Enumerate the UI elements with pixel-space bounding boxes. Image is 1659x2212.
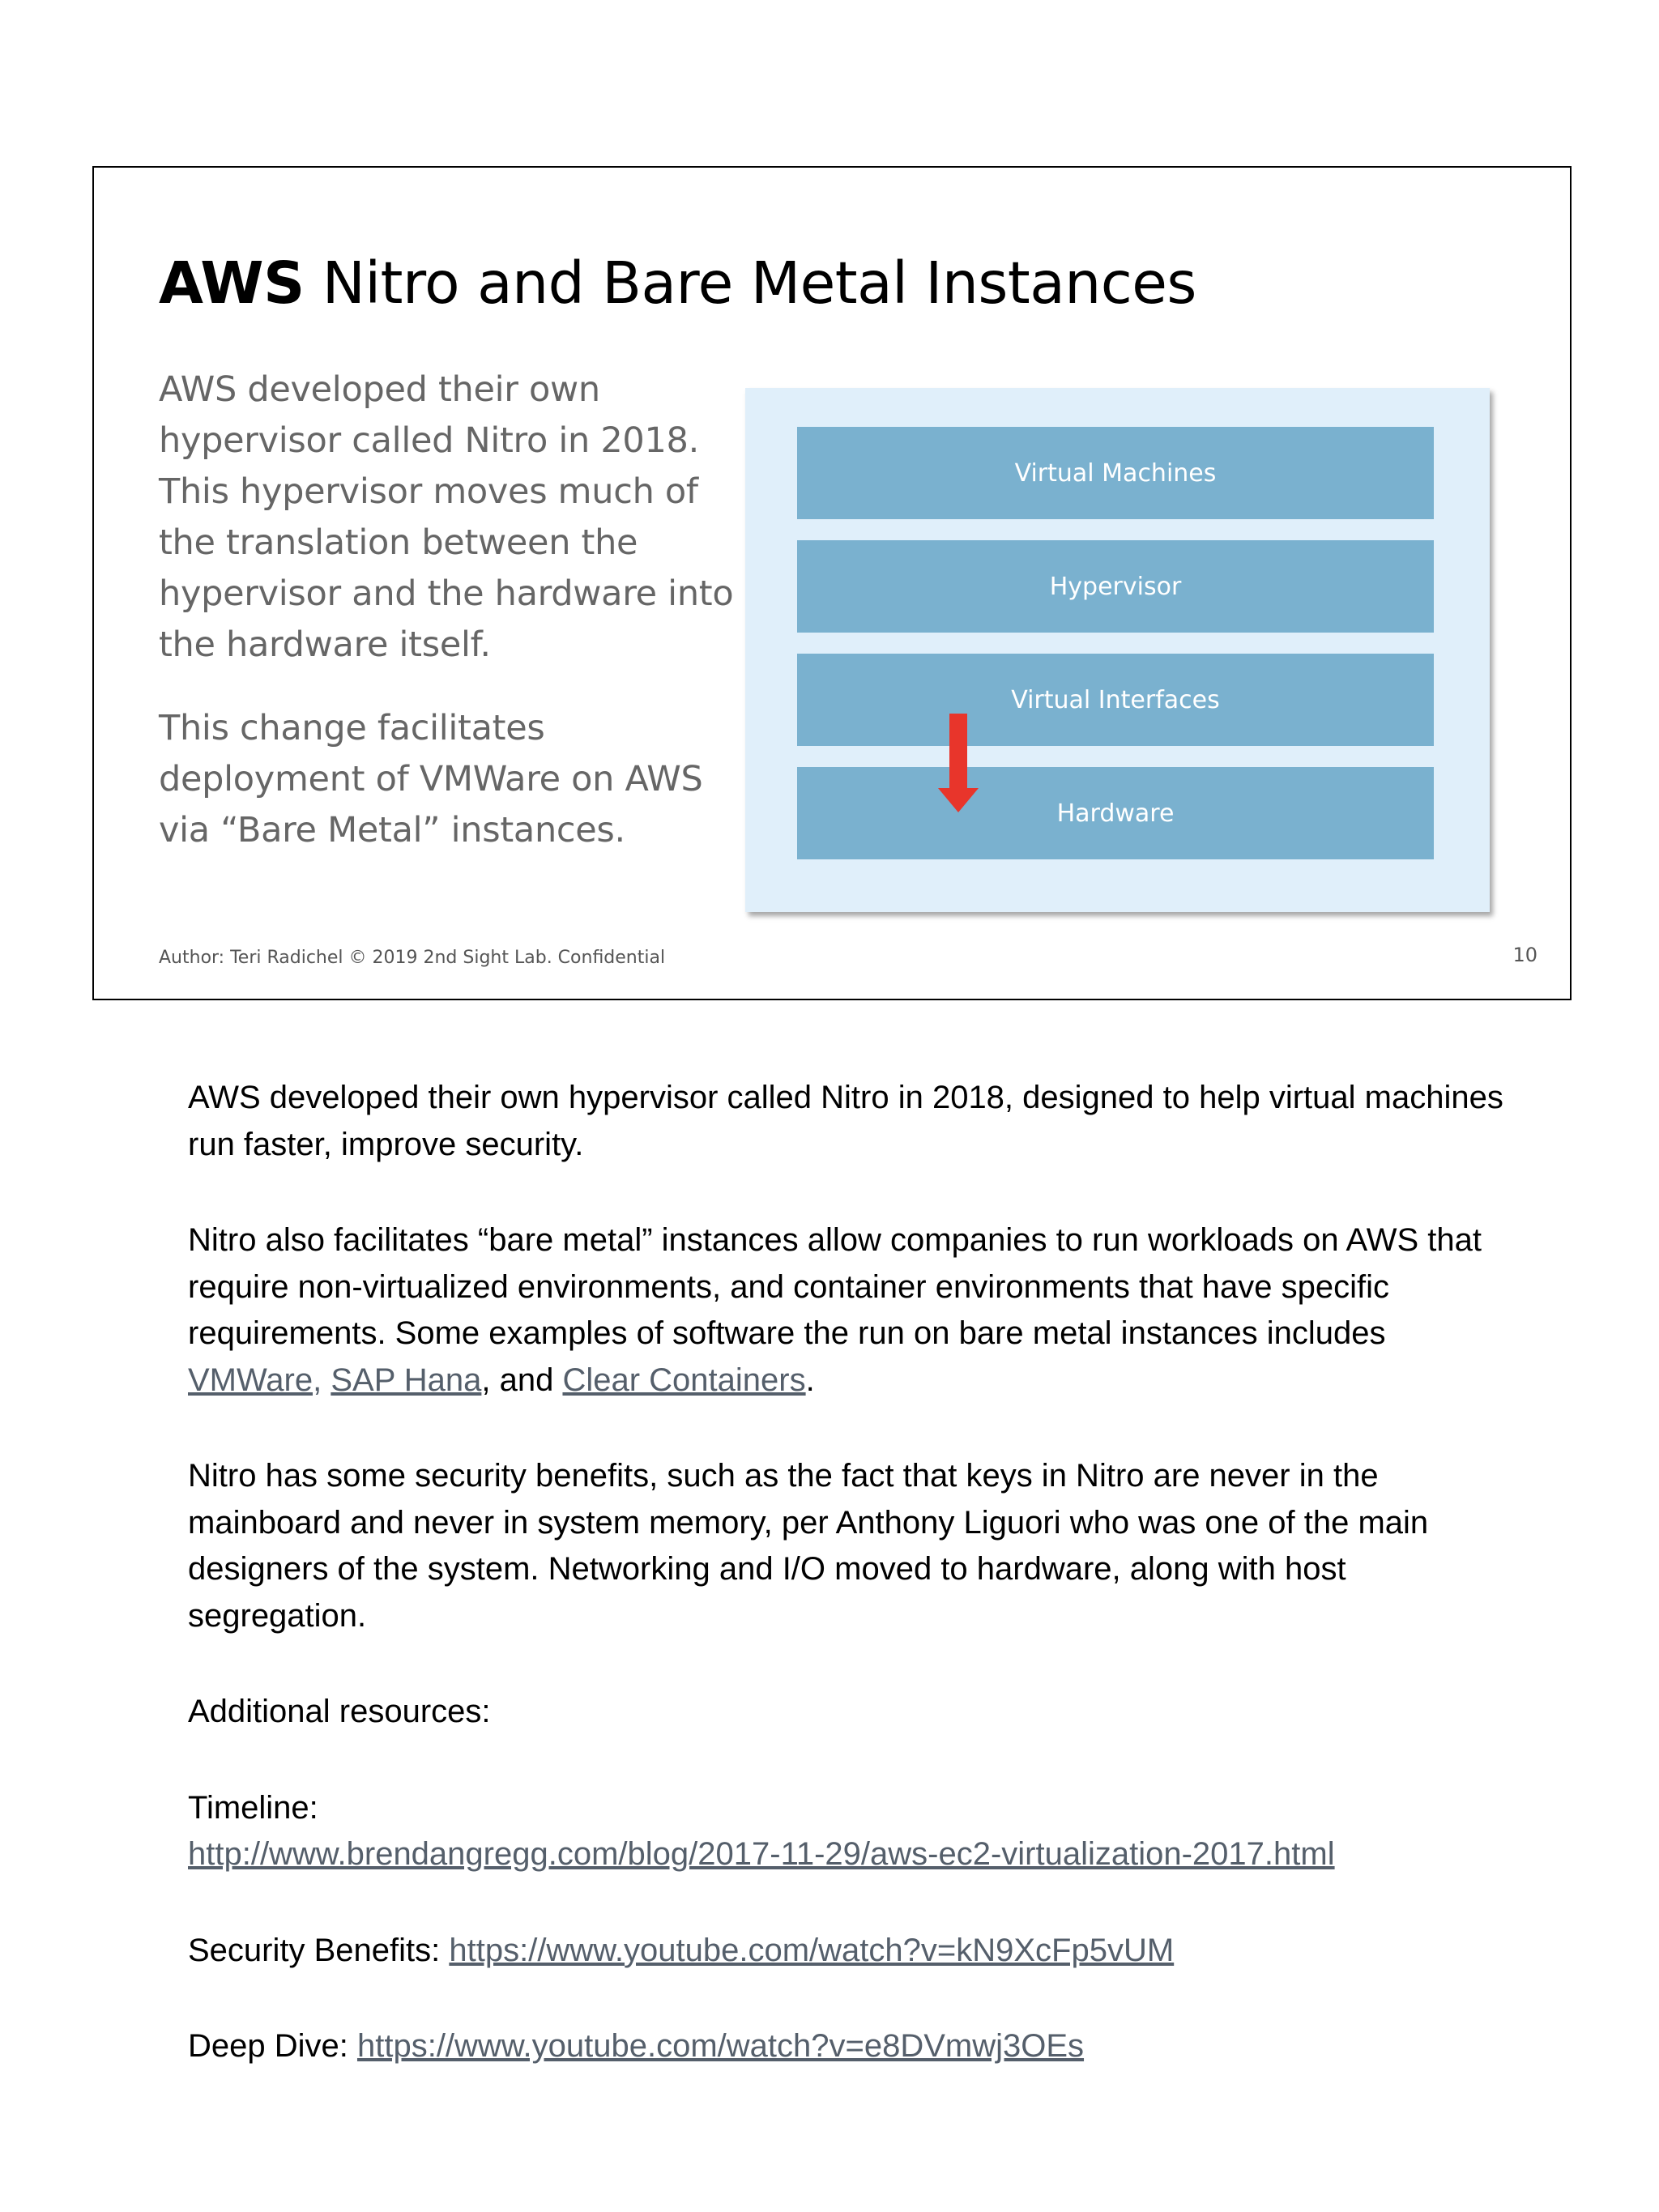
- notes-separator-1: [322, 1362, 331, 1398]
- layer-virtual-machines: Virtual Machines: [797, 427, 1434, 519]
- architecture-diagram: [745, 388, 1490, 912]
- down-arrow-icon: [938, 714, 979, 812]
- notes-paragraph-2-end: .: [805, 1362, 815, 1398]
- timeline-label: Timeline:: [188, 1789, 318, 1826]
- layer-hypervisor: Hypervisor: [797, 540, 1434, 633]
- timeline-link[interactable]: http://www.brendangregg.com/blog/2017-11-29/aws-ec2-virtualization-2017.html: [188, 1836, 1335, 1872]
- notes-deep-dive: [188, 2023, 1516, 2070]
- vmware-link[interactable]: VMWare,: [188, 1362, 322, 1398]
- security-benefits-link[interactable]: https://www.youtube.com/watch?v=kN9XcFp5vUM: [449, 1932, 1175, 1968]
- notes-paragraph-2-text: Nitro also facilitates “bare metal” instances allow companies to run workloads on AWS that require non-virtualized environments, and container environments that have specific requirements. Some examples of software the run on bare metal instances includes: [188, 1222, 1482, 1351]
- notes-paragraph-2: [188, 1217, 1516, 1404]
- deep-dive-link[interactable]: https://www.youtube.com/watch?v=e8DVmwj3OEs: [356, 2028, 1085, 2064]
- slide-body: [159, 364, 742, 889]
- notes-additional-resources: Additional resources:: [188, 1694, 491, 1729]
- slide-paragraph-1: AWS developed their own hypervisor called Nitro in 2018. This hypervisor moves much of the translation between the hypervisor and the hardware into the hardware itself.: [159, 369, 734, 665]
- slide-title-rest: Nitro and Bare Metal Instances: [304, 249, 1196, 317]
- slide-footer-author: Author: Teri Radichel © 2019 2nd Sight Lab. Confidential: [159, 948, 666, 968]
- notes-security-benefits: [188, 1928, 1516, 1975]
- slide: [92, 166, 1572, 1000]
- notes-separator-2: , and: [481, 1362, 563, 1398]
- layer-virtual-interfaces: Virtual Interfaces: [797, 654, 1434, 746]
- slide-page-number: 10: [1512, 944, 1537, 966]
- security-benefits-label: Security Benefits:: [188, 1932, 450, 1968]
- speaker-notes: [188, 1075, 1516, 2120]
- deep-dive-label: Deep Dive:: [188, 2028, 357, 2064]
- slide-paragraph-2: This change facilitates deployment of VMWare on AWS via “Bare Metal” instances.: [159, 708, 703, 850]
- notes-paragraph-1: AWS developed their own hypervisor called Nitro in 2018, designed to help virtual machines run faster, improve security.: [188, 1080, 1503, 1162]
- notes-timeline: [188, 1785, 1516, 1878]
- layer-hardware: Hardware: [797, 767, 1434, 859]
- notes-paragraph-3: Nitro has some security benefits, such as the fact that keys in Nitro are never in the mainboard and never in system memory, per Anthony Liguori who was one of the main designers of the system. Networking and I/O moved to hardware, along with host segregation.: [188, 1458, 1429, 1634]
- clear-containers-link[interactable]: Clear Containers: [562, 1362, 806, 1398]
- sap-hana-link[interactable]: SAP Hana: [331, 1362, 482, 1398]
- slide-title: [159, 249, 1196, 318]
- slide-title-bold: AWS: [159, 249, 305, 317]
